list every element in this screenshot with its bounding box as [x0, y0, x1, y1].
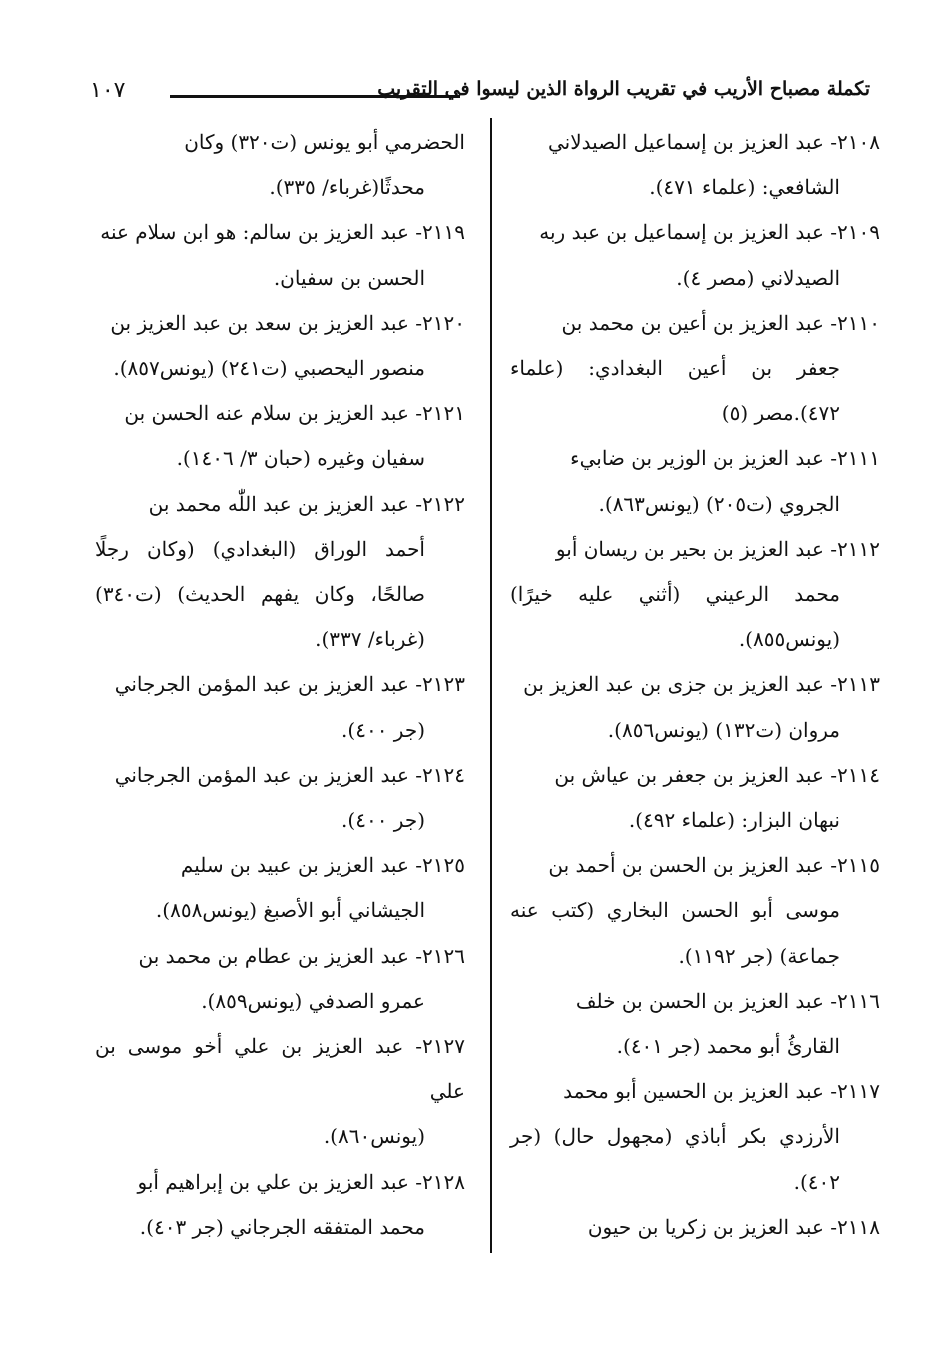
- entry: [95, 210, 465, 300]
- entry-text: عبد العزيز بن إسماعيل بن عبد ربه: [539, 220, 824, 245]
- entry-number: ٢١٢٨-: [415, 1169, 465, 1194]
- entry-continuation: الصيدلاني (مصر ٤).: [676, 265, 840, 290]
- entry-continuation: عمرو الصدفي (يونس٨٥٩).: [201, 988, 425, 1013]
- entry-text: عبد العزيز بن عبد اللّٰه محمد بن: [148, 491, 409, 516]
- entry-continuation: سفيان وغيره (حبان ٣/ ١٤٠٦).: [176, 446, 425, 471]
- entry: [510, 210, 880, 300]
- entry-text: عبد العزيز بن عبيد بن سليم: [180, 853, 409, 878]
- entry: [510, 1069, 880, 1205]
- entry-continuation: الجروي (ت٢٠٥) (يونس٨٦٣).: [598, 491, 840, 516]
- entry-continuation: جعفر بن أعين البغدادي: (علماء ٤٧٢).مصر (٥): [510, 356, 840, 426]
- entry: [95, 301, 465, 391]
- entry: [95, 843, 465, 933]
- entry-continuation: القارئُ أبو محمد (جر ٤٠١).: [616, 1034, 840, 1059]
- right-column: [510, 120, 880, 1250]
- entry: [95, 482, 465, 663]
- entry-continuation: الأرزدي بكر أباذي (مجهول حال) (جر ٤٠٢).: [510, 1124, 840, 1194]
- entry-text: عبد العزيز بن علي بن إبراهيم أبو: [137, 1169, 409, 1194]
- entry-number: ٢١١٦-: [830, 988, 880, 1013]
- entry-number: ٢١٢١-: [415, 401, 465, 426]
- entry-number: ٢١١٩-: [415, 220, 465, 245]
- entry-number: ٢١١٤-: [830, 762, 880, 787]
- entry: [510, 753, 880, 843]
- entry-text: عبد العزيز بن سلام عنه الحسن بن: [124, 401, 409, 426]
- entry-number: ٢١١٢-: [830, 536, 880, 561]
- entry-text: عبد العزيز بن بحير بن ريسان أبو: [555, 536, 824, 561]
- entry-text: عبد العزيز بن عبد المؤمن الجرجاني: [114, 672, 409, 697]
- entry-number: ٢١١٧-: [830, 1079, 880, 1104]
- entry-text: عبد العزيز بن إسماعيل الصيدلاني: [548, 130, 824, 154]
- entry-text: عبد العزيز بن الحسن بن خلف: [575, 988, 824, 1013]
- entry-continuation: (يونس٨٦٠).: [323, 1124, 425, 1149]
- entry: [510, 120, 880, 210]
- entry-text: الحضرمي أبو يونس (ت٣٢٠) وكان: [184, 130, 465, 154]
- entry-number: ٢١٢٤-: [415, 762, 465, 787]
- entry-number: ٢١٠٩-: [830, 220, 880, 245]
- entry-text: عبد العزيز بن الوزير بن ضابيء: [570, 446, 824, 471]
- entry: [510, 301, 880, 437]
- page-header: [90, 78, 870, 118]
- entry-number: ٢١٢٥-: [415, 853, 465, 878]
- column-divider: [490, 118, 492, 1253]
- entry-continuation: محدثًا(غرباء/ ٣٣٥).: [269, 175, 425, 200]
- entry-text: عبد العزيز بن جعفر بن عياش بن: [554, 762, 824, 787]
- entry-number: ٢١١١-: [830, 446, 880, 471]
- entry-continuation: مروان (ت١٣٢) (يونس٨٥٦).: [607, 717, 840, 742]
- entry: [510, 1205, 880, 1250]
- entry-continuation: موسى أبو الحسن البخاري (كتب عنه جماعة) (جر ١١٩٢).: [510, 898, 840, 968]
- entry-text: عبد العزيز بن جزى بن عبد العزيز بن: [523, 672, 824, 697]
- entry: [510, 843, 880, 979]
- running-title: تكملة مصباح الأريب في تقريب الرواة الذين ليسوا في التقريب: [377, 78, 870, 100]
- entry: [95, 753, 465, 843]
- entry: [95, 391, 465, 481]
- entry: [95, 662, 465, 752]
- entry: [510, 527, 880, 663]
- entry-number: ٢١٢٧-: [415, 1034, 465, 1059]
- entry-continuation: محمد الرعيني (أثني عليه خيرًا) (يونس٨٥٥).: [510, 582, 840, 652]
- entry-number: ٢١٠٨-: [830, 130, 880, 154]
- entry: [95, 120, 465, 210]
- entry: [95, 1160, 465, 1250]
- entry-number: ٢١١٥-: [830, 853, 880, 878]
- entry: [95, 934, 465, 1024]
- entry: [510, 979, 880, 1069]
- entry-continuation: محمد المتفقه الجرجاني (جر ٤٠٣).: [139, 1214, 425, 1239]
- entry-text: عبد العزيز بن الحسن بن أحمد بن: [548, 853, 824, 878]
- entry: [510, 436, 880, 526]
- entry-continuation: الحسن بن سفيان.: [273, 265, 425, 290]
- page-number: ١٠٧: [90, 78, 126, 103]
- entry-continuation: الجيشاني أبو الأصبغ (يونس٨٥٨).: [155, 898, 425, 923]
- entry-number: ٢١٢٠-: [415, 310, 465, 335]
- entry-number: ٢١٢٢-: [415, 491, 465, 516]
- entry-text: عبد العزيز بن زكريا بن حيون: [587, 1214, 824, 1239]
- entry-text: عبد العزيز بن سالم: هو ابن سلام عنه: [100, 220, 409, 245]
- left-column: [95, 120, 465, 1250]
- header-rule: [170, 95, 460, 98]
- entry: [510, 662, 880, 752]
- entry-text: عبد العزيز بن أعين بن محمد بن: [561, 310, 824, 335]
- entry-text: عبد العزيز بن عطام بن محمد بن: [138, 943, 409, 968]
- entry-number: ٢١١٠-: [830, 310, 880, 335]
- entry-number: ٢١١٣-: [830, 672, 880, 697]
- entry-number: ٢١٢٦-: [415, 943, 465, 968]
- entry-number: ٢١١٨-: [830, 1214, 880, 1239]
- entry-continuation: الشافعي: (علماء ٤٧١).: [649, 175, 840, 200]
- entry-text: عبد العزيز بن عبد المؤمن الجرجاني: [114, 762, 409, 787]
- entry-text: عبد العزيز بن سعد بن عبد العزيز بن: [110, 310, 409, 335]
- entry-continuation: نبهان البزار: (علماء ٤٩٢).: [628, 808, 840, 833]
- entry-continuation: (جر ٤٠٠).: [341, 808, 425, 833]
- entry-text: عبد العزيز بن علي أخو موسى بن علي: [95, 1034, 465, 1104]
- entry-continuation: منصور اليحصبي (ت٢٤١) (يونس٨٥٧).: [113, 356, 425, 381]
- entry-text: عبد العزيز بن الحسين أبو محمد: [563, 1079, 824, 1104]
- entry: [95, 1024, 465, 1160]
- entry-continuation: أحمد الوراق (البغدادي) (وكان رجلًا صالحًا، وكان يفهم الحديث) (ت٣٤٠) (غرباء/ ٣٣٧).: [95, 536, 425, 652]
- entry-continuation: (جر ٤٠٠).: [341, 717, 425, 742]
- entry-number: ٢١٢٣-: [415, 672, 465, 697]
